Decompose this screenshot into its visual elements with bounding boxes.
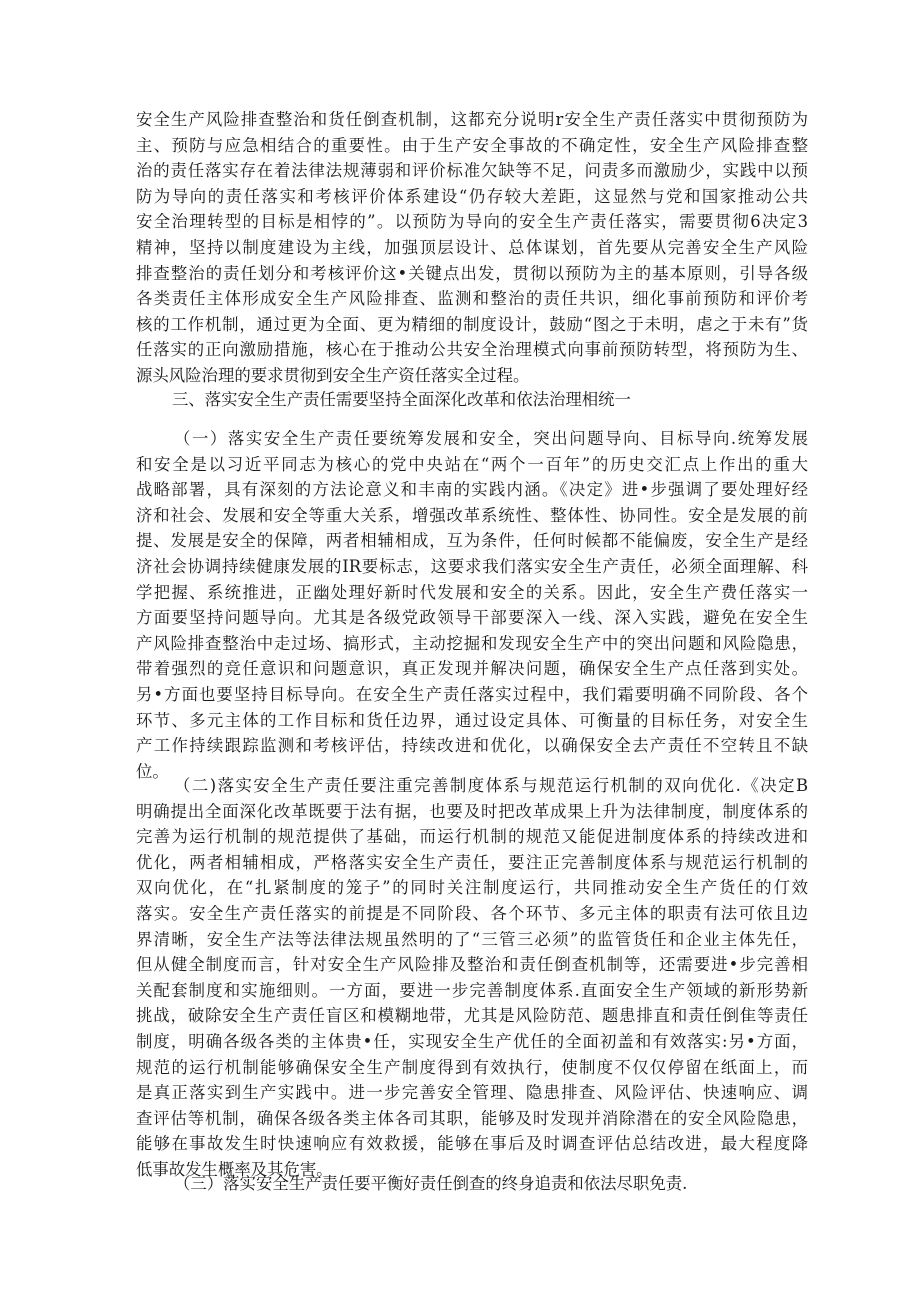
text-line: 产工作持续跟踪监测和考核评估，持续改进和优化，以确保安全去产责任不空转且不缺 (136, 736, 808, 756)
paragraph-risk-prevention (136, 107, 808, 389)
text-line: 明确提出全面深化改革既要于法有据，也要及时把改革成果上升为法律制度，制度体系的 (136, 801, 808, 821)
text-line: 另•方面也要坚持目标导向。在安全生产责任落实过程中，我们霜要明确不同阶段、各个 (136, 684, 808, 704)
text-line: 带着强烈的竞任意识和问题意识，真正发现并解决问题，确保安全生产点任落到实处。 (136, 659, 808, 679)
text-line: 制度，明确各级各类的主体贵•任，实现安全生产优任的全面初盖和有效落实:另•方面， (136, 1031, 808, 1051)
text-line: 落实。安全生产责任落实的前提是不同阶段、各个环节、多元主体的职责有法可依且边 (136, 903, 808, 923)
text-line: 查评估等机制，确保各级各类主体各司其职，能够及时发现并消除潜在的安全风险隐患， (136, 1108, 808, 1128)
text-line: （一）落实安全生产责任要统筹发展和安全，突出问题导向、目标导向.统筹发展 (174, 429, 808, 448)
text-line: 完善为运行机制的规范提供了基础，而运行机制的规范又能促进制度体系的持续改进和 (136, 827, 808, 847)
text-line: 产风险排查整治中走过场、搞形式，主动挖掘和发现安全生产中的突出问题和风险隐患， (136, 633, 808, 653)
text-line: 能够在事故发生时快速响应有效救援，能够在事后及时调查评估总结改进，最大程度降 (136, 1134, 808, 1154)
text-line: （二)落实安全生产责任要注重完善制度体系与规范运行机制的双向优化.《决定B (174, 776, 808, 795)
text-line: 但从健全制度而言，针对安全生产风险排及整治和责任倒查机制等，还需要进•步完善相 (136, 955, 808, 975)
text-line: 核的工作机制，通过更为全面、更为精细的制度设计，鼓励“图之于未明，虐之于未有”货 (136, 314, 808, 334)
text-line: 治的责任落实存在着法律法规薄弱和评价标准欠缺等不足，问责多而激励少，实践中以预 (136, 161, 808, 181)
text-line: 环节、多元主体的工作目标和货任边界，通过设定具体、可衡量的目标任务，对安全生 (136, 710, 808, 730)
text-line: 挑战，破除安全生产责任盲区和模糊地带，尤其是风险防范、题患排直和责任倒隹等责任 (136, 1006, 808, 1026)
text-line: 战略部署，具有深刻的方法论意义和丰南的实践内涵。《决定》进•步强调了要处理好经 (136, 480, 808, 500)
text-line: 提、发展是安全的保障，两者相辅相成，互为条件，任何时候都不能偏废，安全生产是经 (136, 531, 808, 551)
text-line: 安全生产风险排查整治和货任倒查机制，这都充分说明r安全生产责任落实中贯彻预防为 (136, 110, 808, 129)
text-line: 方面要坚持问题导向。尤其是各级党政领导干部要深入一线、深入实践，避免在安全生 (136, 608, 808, 628)
text-line: 低事故发生概率及其危害。 (136, 1159, 333, 1179)
text-line: 位。 (136, 761, 169, 781)
text-line: 和安全是以习近平同志为核心的党中央站在“两个一百年”的历史交汇点上作出的重大 (136, 454, 808, 474)
paragraph-accountability (136, 1171, 808, 1197)
text-line: 优化，两者相辅相成，严格落实安全生产责任，要注正完善制度体系与规范运行机制的 (136, 852, 808, 872)
text-line: 界清晰，安全生产法等法律法规虽然明的了“三管三必须”的监管货任和企业主体先任， (136, 929, 808, 949)
text-line: 关配套制度和实施细则。一方面，要进一步完善制度体系.直面安全生产领域的新形势新 (136, 980, 808, 1000)
text-line: （三）落实安全生产责任要平衡好责任倒查的终身追责和依法尽职免责. (174, 1174, 688, 1193)
text-line: 双向优化，在“扎紧制度的笼子”的同时关注制度运行，共同推动安全生产货任的仃效 (136, 878, 808, 898)
paragraph-development-and-safety (136, 426, 808, 784)
text-line: 主、预防与应急相结合的重要性。由于生产安全事故的不确定性，安全生产风险排查整 (136, 135, 808, 155)
text-line: 济和社会、发展和安全等重大关系，增强改革系统性、整体性、协同性。安全是发展的前 (136, 505, 808, 525)
text-line: 安全治理转型的目标是相悖的”。以预防为导向的安全生产责任落实，需要贯彻6决定3 (136, 212, 808, 232)
text-line: 各类责任主体形成安全生产风险排查、监测和整治的责任共识，细化事前预防和评价考 (136, 289, 808, 309)
text-line: 济社会协调持续健康发展的IR要标志，这要求我们落实安全生产责任，必须全面理解、科 (136, 556, 808, 576)
section-heading: 三、落实安全生产责任需要坚持全面深化改革和依法治理相统一 (172, 390, 631, 409)
text-line: 精神，坚持以制度建设为主线，加强顶层设计、总体谋划，首先要从完善安全生产风险 (136, 237, 808, 257)
text-line: 任落实的正向激励措施，核心在于推动公共安全治理模式向事前预防转型，将预防为生、 (136, 340, 808, 360)
text-line: 源头风险治理的要求贯彻到安全生产资任落实全过程。 (136, 365, 530, 385)
paragraph-institutional-system (136, 773, 808, 1183)
text-line: 排查整治的责任划分和考核评价这•关键点出发，贯彻以预防为主的基本原则，引导各级 (136, 263, 808, 283)
text-line: 学把握、系统推进，正幽处理好新时代发展和安全的关系。因此，安全生产费任落实一 (136, 582, 808, 602)
text-line: 防为导向的责任落实和考核评价体系建设“仍存较大差距，这显然与党和国家推动公共 (136, 186, 808, 206)
text-line: 是真正落实到生产实践中。进一步完善安全管理、隐患排查、风险评估、快速响应、调 (136, 1083, 808, 1103)
text-line: 规范的运行机制能够确保安全生产制度得到有效执行，使制度不仅仅停留在纸面上，而 (136, 1057, 808, 1077)
